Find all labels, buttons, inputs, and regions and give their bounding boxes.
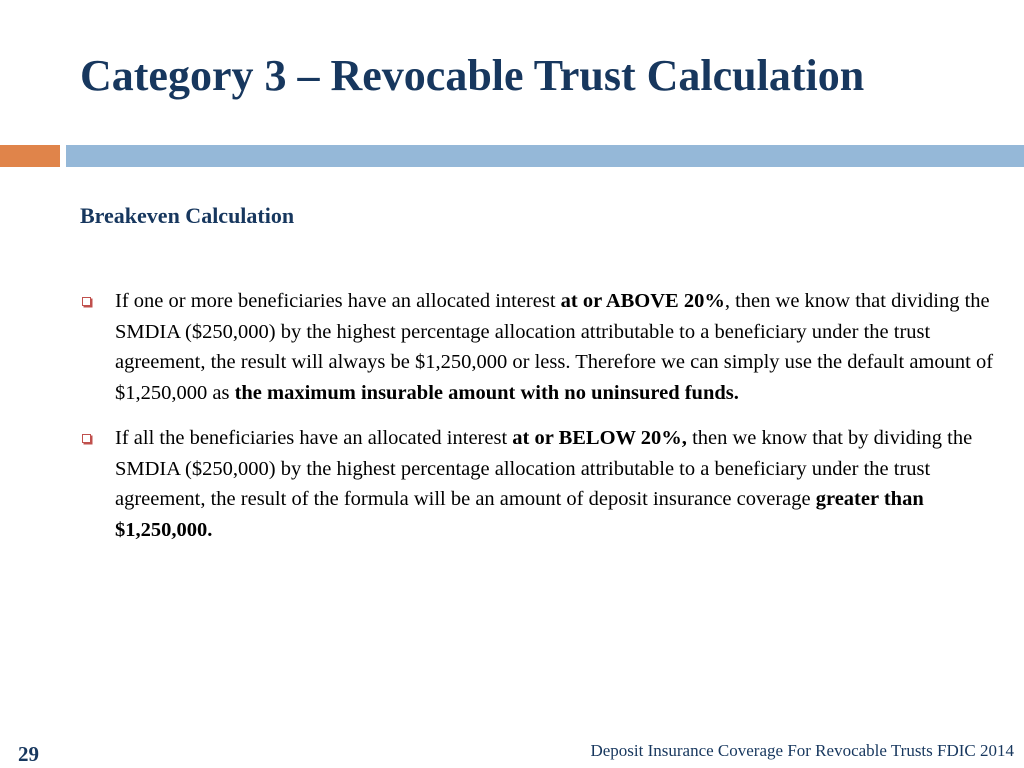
bullet-item-below-20 [80, 423, 1000, 545]
accent-bar-orange [0, 145, 60, 167]
bullet-emphasis: the maximum insurable amount with no uninsured funds. [234, 381, 739, 404]
bullet-emphasis: at or BELOW 20%, [512, 427, 687, 449]
bullet-emphasis: at or ABOVE 20% [560, 290, 725, 312]
page-number: 29 [18, 742, 39, 766]
footer-text: Deposit Insurance Coverage For Revocable Trusts FDIC 2014 [590, 741, 1014, 760]
section-subtitle: Breakeven Calculation [80, 203, 295, 228]
bullet-list [80, 286, 1000, 560]
square-bullet-icon [82, 297, 91, 306]
bullet-text: then we know that by dividing the SMDIA ($250,000) by the highest percentage allocation attributable to a beneficiary under the trust agreement, the result of the formula will be an amount of deposit insurance coverage [115, 427, 973, 510]
bullet-text: If one or more beneficiaries have an allocated interest [115, 290, 561, 312]
bullet-emphasis: greater than $1,250,000. [115, 488, 924, 541]
square-bullet-icon [82, 434, 91, 443]
accent-bar-blue [66, 145, 1024, 167]
bullet-item-above-20 [80, 286, 1000, 408]
bullet-text: , then we know that dividing the SMDIA ($250,000) by the highest percentage allocation attributable to a beneficiary under the trust agreement, the result will always be $1,250,000 or less. Therefore we can simply use the default amount of $1,250,000 as [115, 290, 994, 404]
bullet-text: If all the beneficiaries have an allocated interest [115, 427, 513, 449]
slide-title: Category 3 – Revocable Trust Calculation [80, 51, 865, 100]
